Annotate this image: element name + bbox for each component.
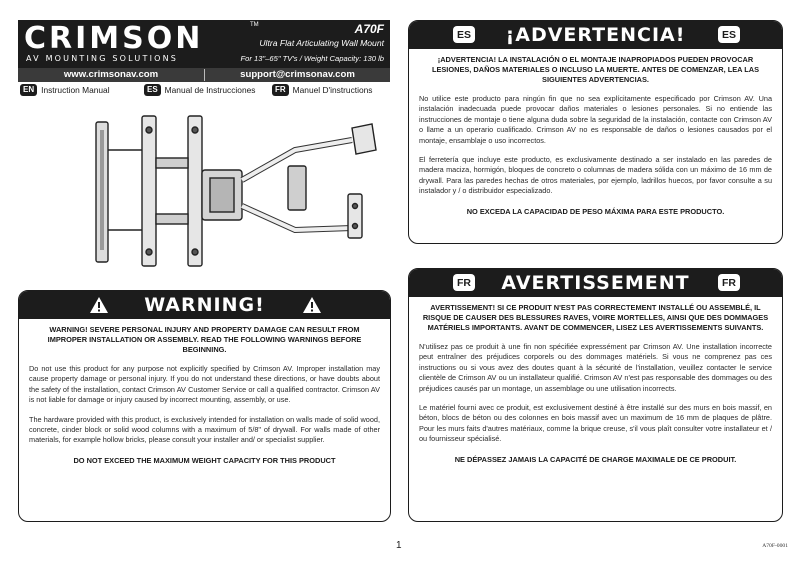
warning-closing-es: NO EXCEDA LA CAPACIDAD DE PESO MÁXIMA PARA ESTE PRODUCTO.	[466, 206, 725, 216]
language-badge-es-left: ES	[453, 26, 475, 43]
brand-header	[18, 20, 390, 68]
trademark-mark: TM	[250, 22, 259, 28]
language-label-es: Manual de Instrucciones	[164, 85, 256, 95]
language-badge-fr: FR	[272, 84, 289, 96]
warning-panel-en	[18, 290, 391, 522]
warning-title-en: WARNING!	[144, 294, 265, 316]
warning-triangle-icon	[89, 296, 109, 314]
warning-title-es: ¡ADVERTENCIA!	[505, 24, 686, 46]
website-link[interactable]: www.crimsonav.com	[63, 69, 159, 80]
language-label-fr: Manuel D'instructions	[292, 85, 373, 95]
warning-paragraph-en-2: The hardware provided with this product, is exclusively intended for installation on walls made of solid wood, concrete, cinder block or solid wood columns with a maximum of 5/8" of drywall. For walls made of other materials, for example hollow bricks, please consult your installer and/ or specialist supplier.	[29, 414, 380, 445]
wall-mount-illustration	[90, 110, 380, 280]
warning-paragraph-fr-1: N'utilisez pas ce produit à une fin non spécifiée expressément par Crimson AV. Une installation incorrecte peut entraîner des préjudices corporels ou des dommages matériels. Si vous ne comprenez pas ces instructions ou si vous avez des doutes quant à la sécurité de l'installation, veuillez contacter le service clientèle de Crimson AV ou un installateur qualifié. Crimson AV n'est pas responsable des dommages ou des préjudices causés par un montage, un assemblage ou une utilisation incorrects.	[419, 342, 772, 393]
language-item-es	[144, 84, 255, 96]
warning-title-fr: AVERTISSEMENT	[501, 272, 690, 294]
language-label-en: Instruction Manual	[41, 85, 110, 95]
language-badge-en: EN	[20, 84, 37, 96]
warning-paragraph-fr-2: Le matériel fourni avec ce produit, est exclusivement destiné à être installé sur des murs en bois massif, en béton, blocs de béton ou des colonnes en bois massif avec un maximum de 16 mm de plaques de plâtre. Pour les murs faits d'autres matériaux, comme la brique creuse, s'il vous plaît consulter votre installateur et / ou fournisseur spécialisé.	[419, 403, 772, 444]
language-item-en	[20, 84, 110, 96]
warning-lead-en: WARNING! SEVERE PERSONAL INJURY AND PROPERTY DAMAGE CAN RESULT FROM IMPROPER INSTALLATION OR ASSEMBLY. READ THE FOLLOWING WARNINGS BEFORE BEGINNING.	[47, 325, 362, 354]
language-badge-fr-right: FR	[718, 274, 740, 291]
language-list	[18, 84, 390, 98]
warning-paragraph-en-1: Do not use this product for any purpose not explicitly specified by Crimson AV. Improper installation may cause property damage or personal injury. If you do not understand these directions, or have doubts about the safety of the installation, contact Crimson AV Customer Service or call a qualified contractor. Crimson AV is not liable for damage or injury caused by incorrect mounting, assembly, or use.	[29, 364, 380, 405]
warning-paragraph-es-1: No utilice este producto para ningún fin que no sea explícitamente especificado por Crimson AV. Una instalación inadecuada puede provocar daños materiales o lesiones personales. Si no entiende las instrucciones de montaje o tiene alguna duda sobre la seguridad de la instalación, contacte con Crimson AV o llame a un operario cualificado. Crimson AV no es responsable de daños o lesiones causados por el montaje, ensamblaje o uso incorrectos.	[419, 94, 772, 145]
logo-tagline: AV MOUNTING SOLUTIONS	[26, 54, 179, 63]
warning-panel-es	[408, 20, 783, 244]
crimson-logo	[24, 21, 259, 66]
warning-closing-fr: NE DÉPASSEZ JAMAIS LA CAPACITÉ DE CHARGE MAXIMALE DE CE PRODUIT.	[454, 454, 737, 464]
contact-bar	[18, 68, 390, 82]
warning-closing-en: DO NOT EXCEED THE MAXIMUM WEIGHT CAPACITY FOR THIS PRODUCT	[73, 455, 336, 465]
language-badge-fr-left: FR	[453, 274, 475, 291]
language-item-fr	[272, 84, 372, 96]
model-code: A70F	[354, 22, 384, 36]
warning-paragraph-es-2: El ferretería que incluye este producto, es exclusivamente destinado a ser instalado en las paredes de madera maciza, hormigón, bloques de concreto o columnas de madera sólida con un máximo de 16 mm de drywall. Para las paredes hechas de otros materiales, por ejemplo, ladrillos huecos, por favor consulte a su instalador y / o distribuidor especializado.	[419, 155, 772, 196]
warning-header-en	[19, 291, 390, 319]
warning-triangle-icon	[302, 296, 322, 314]
page-number: 1	[396, 540, 402, 551]
document-code: A70F-0001	[762, 543, 788, 549]
language-badge-es: ES	[144, 84, 161, 96]
model-name: Ultra Flat Articulating Wall Mount	[259, 38, 384, 48]
model-spec: For 13"–65" TV's / Weight Capacity: 130 lb	[240, 54, 384, 63]
warning-header-es	[409, 21, 782, 49]
warning-lead-fr: AVERTISSEMENT! SI CE PRODUIT N'EST PAS CORRECTEMENT INSTALLÉ OU ASSEMBLÉ, IL RISQUE DE CAUSER DES BLESSURES RAVES, VOIRE MORTELLES, AINSI QUE DES DOMMAGES MATÉRIELS IMPORTANTS. AVANT DE COMMENCER, LISEZ LES AVERTISSEMENTS SUIVANTS.	[422, 303, 769, 332]
logo-wordmark: CRIMSON	[24, 21, 204, 56]
warning-panel-fr	[408, 268, 783, 522]
support-email-link[interactable]: support@crimsonav.com	[204, 69, 390, 81]
warning-lead-es: ¡ADVERTENCIA! LA INSTALACIÓN O EL MONTAJE INAPROPIADOS PUEDEN PROVOCAR LESIONES, DAÑOS MATERIALES O INCLUSO LA MUERTE. ANTES DE COMENZAR, LEA LAS SIGUIENTES ADVERTENCIAS.	[431, 55, 760, 84]
warning-header-fr	[409, 269, 782, 297]
language-badge-es-right: ES	[718, 26, 740, 43]
